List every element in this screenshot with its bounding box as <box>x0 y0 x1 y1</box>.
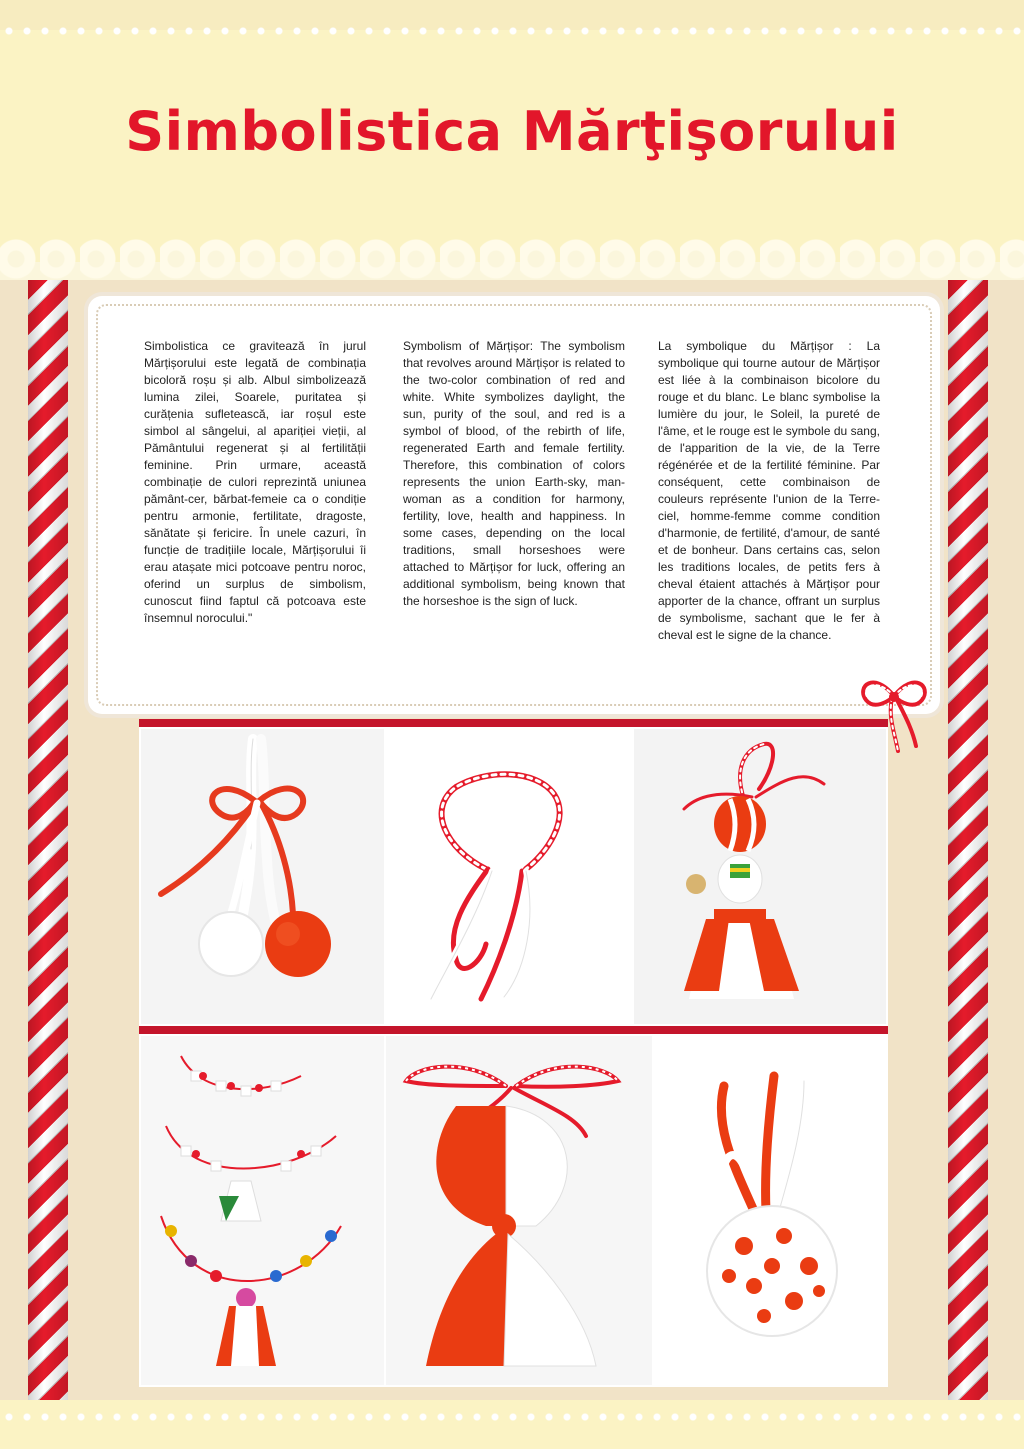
gallery-divider-middle <box>139 1026 888 1034</box>
photo-pompom <box>654 1036 886 1385</box>
photo-braided-cord <box>386 729 632 1024</box>
footer-dotted-border <box>0 1412 1024 1422</box>
scalloped-border <box>0 236 1024 282</box>
photo-yarn-doll <box>386 1036 652 1385</box>
footer-band <box>0 1400 1024 1449</box>
photo-tassel-doll <box>634 729 886 1024</box>
column-romanian: Simbolistica ce gravitează în jurul Mărțișorului este legată de combinația bicoloră roșu și alb. Albul simbolizează lumina zilei, Soarele, puritatea și curățenia sufletească, iar roșul este simbol al sângelui, al apariției vieții, al Pământului regenerat și al fertilității feminine. Prin urmare, această combinație de culori reprezintă uniunea pământ-cer, bărbat-femeie ca o condiție pentru armonie, fertilitate, dragoste, sănătate și fericire. În unele cazuri, în funcție de tradițiile locale, Mărțișorului îi erau atașate mici potcoave pentru noroc, oferind un surplus de simbolism, cunoscut fiind faptul că potcoava este însemnul norocului." <box>144 339 366 625</box>
braided-cord-right <box>948 280 988 1410</box>
braided-cord-left <box>28 280 68 1410</box>
photo-bow-pompoms <box>141 729 384 1024</box>
header-dotted-border <box>0 26 1024 36</box>
photo-bead-necklaces <box>141 1036 384 1385</box>
column-english: Symbolism of Mărțișor: The symbolism that revolves around Mărțișor is related to the two-color combination of red and white. White symbolizes daylight, the sun, purity of the soul, and red is a symbol of blood, of the rebirth of life, regenerated Earth and female fertility. Therefore, this combination of colors represents the union Earth-sky, man-woman as a condition for harmony, fertility, love, health and happiness. In some cases, depending on the local traditions, small horseshoes were attached to Mărțișor for luck, offering an additional symbolism, being known that the horseshoe is the sign of luck. <box>403 339 625 608</box>
page-title: Simbolistica Mărţişorului <box>125 100 899 163</box>
column-french: La symbolique du Mărțișor : La symbolique qui tourne autour de Mărțișor est liée à la combinaison bicolore du rouge et du blanc. Le blanc symbolise la lumière du jour, le Soleil, la pureté de l'âme, et le rouge est le symbole du sang, de l'apparition de la vie, de la Terre régénérée et de la fertilité féminine. Par conséquent, cette combinaison de couleurs représente l'union de la Terre-ciel, homme-femme comme condition d'harmonie, de fertilité, d'amour, de santé et de bonheur. Dans certains cas, selon les traditions locales, de petits fers à cheval étaient attachés à Mărțișor pour apporter de la chance, offrant un surplus de symbolisme, sachant que le fer à cheval est le signe de la chance. <box>658 339 880 642</box>
text-panel <box>88 296 940 714</box>
gallery-divider-top <box>139 719 888 727</box>
